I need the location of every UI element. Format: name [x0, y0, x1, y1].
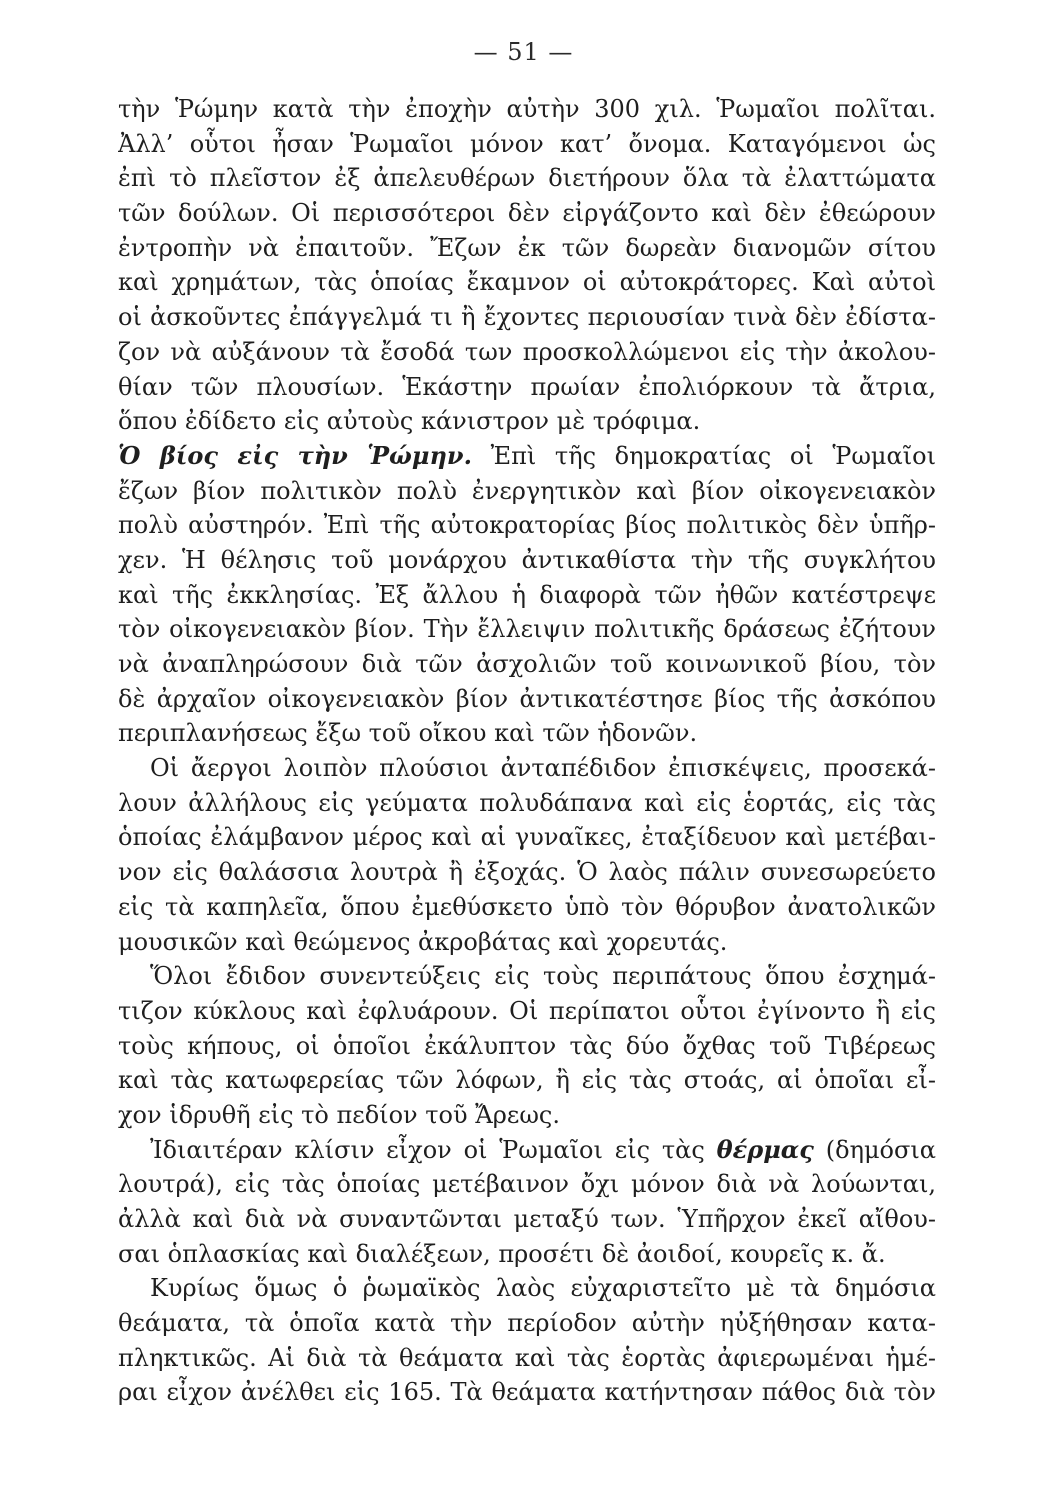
- text-line: ἐντροπὴν νὰ ἐπαιτοῦν. Ἔζων ἐκ τῶν δωρεὰν διανομῶν σίτου: [118, 233, 936, 262]
- text-line: χον ἱδρυθῆ εἰς τὸ πεδίον τοῦ Ἄρεως.: [118, 1100, 560, 1129]
- text-line: τὸν οἰκογενειακὸν βίον. Τὴν ἔλλειψιν πολιτικῆς δράσεως ἐζήτουν: [118, 615, 936, 644]
- text-line: τῶν δούλων. Οἱ περισσότεροι δὲν εἰργάζοντο καὶ δὲν ἐθεώρουν: [118, 199, 936, 228]
- text-line: πληκτικῶς. Αἱ διὰ τὰ θεάματα καὶ τὰς ἑορτὰς ἀφιερωμέναι ἡμέ-: [118, 1343, 936, 1372]
- text-line: καὶ τῆς ἐκκλησίας. Ἐξ ἄλλου ἡ διαφορὰ τῶν ἠθῶν κατέστρεψε: [118, 580, 936, 609]
- body-text: [118, 92, 936, 1410]
- text-line: χεν. Ἡ θέλησις τοῦ μονάρχου ἀντικαθίστα τὴν τῆς συγκλήτου: [118, 545, 936, 574]
- text-line: Κυρίως ὅμως ὁ ῥωμαϊκὸς λαὸς εὐχαριστεῖτο μὲ τὰ δημόσια: [150, 1274, 936, 1303]
- text-line: τὴν Ῥώμην κατὰ τὴν ἐποχὴν αὐτὴν 300 χιλ. Ῥωμαῖοι πολῖται.: [118, 95, 936, 123]
- text-line: ζον νὰ αὐξάνουν τὰ ἔσοδά των προσκολλώμενοι εἰς τὴν ἀκολου-: [118, 337, 936, 366]
- text-line: νον εἰς θαλάσσια λουτρὰ ἢ ἐξοχάς. Ὁ λαὸς πάλιν συνεσωρεύετο: [118, 858, 936, 887]
- text-line: ὅπου ἐδίδετο εἰς αὐτοὺς κάνιστρον μὲ τρόφιμα.: [118, 407, 701, 436]
- section-heading-line: [118, 439, 936, 474]
- section-heading: Ὁ βίος εἰς τὴν Ῥώμην.: [118, 440, 472, 470]
- text-line: εἰς τὰ καπηλεῖα, ὅπου ἐμεθύσκετο ὑπὸ τὸν θόρυβον ἀνατολικῶν: [118, 892, 936, 921]
- text-line: ἀλλὰ καὶ διὰ νὰ συναντῶνται μεταξύ των. Ὑπῆρχον ἐκεῖ αἴθου-: [118, 1205, 936, 1233]
- emphasized-term: θέρμας: [716, 1134, 814, 1164]
- page-number: — 51 —: [473, 38, 574, 66]
- text-line: Οἱ ἄεργοι λοιπὸν πλούσιοι ἀνταπέδιδον ἐπισκέψεις, προσεκά-: [150, 754, 936, 783]
- text-line: Ὅλοι ἔδιδον συνεντεύξεις εἰς τοὺς περιπάτους ὅπου ἐσχημά-: [150, 962, 936, 991]
- text-line: ἐπὶ τὸ πλεῖστον ἐξ ἀπελευθέρων διετήρουν ὅλα τὰ ἐλαττώματα: [118, 164, 936, 193]
- text-line: ὁποίας ἐλάμβανον μέρος καὶ αἱ γυναῖκες, ἐταξίδευον καὶ μετέβαι-: [118, 823, 936, 852]
- text-line: πολὺ αὐστηρόν. Ἐπὶ τῆς αὐτοκρατορίας βίος πολιτικὸς δὲν ὑπῆρ-: [118, 511, 936, 540]
- text-line: νὰ ἀναπληρώσουν διὰ τῶν ἀσχολιῶν τοῦ κοινωνικοῦ βίου, τὸν: [118, 650, 936, 678]
- text-line: καὶ χρημάτων, τὰς ὁποίας ἔκαμνον οἱ αὐτοκράτορες. Καὶ αὐτοὶ: [118, 268, 936, 297]
- text-line: λουτρά), εἰς τὰς ὁποίας μετέβαινον ὄχι μόνον διὰ νὰ λούωνται,: [118, 1170, 936, 1199]
- text-line: λουν ἀλλήλους εἰς γεύματα πολυδάπανα καὶ εἰς ἑορτάς, εἰς τὰς: [118, 788, 936, 817]
- text-line: τοὺς κήπους, οἱ ὁποῖοι ἐκάλυπτον τὰς δύο ὄχθας τοῦ Τιβέρεως: [118, 1031, 936, 1060]
- text-line: ραι εἶχον ἀνέλθει εἰς 165. Τὰ θεάματα κατήντησαν πάθος διὰ τὸν: [118, 1378, 936, 1407]
- text-line: ἔζων βίον πολιτικὸν πολὺ ἐνεργητικὸν καὶ βίον οἰκογενειακὸν: [118, 476, 936, 505]
- text-line: θεάματα, τὰ ὁποῖα κατὰ τὴν περίοδον αὐτὴν ηὐξήθησαν κατα-: [118, 1309, 936, 1338]
- text-line: θίαν τῶν πλουσίων. Ἑκάστην πρωίαν ἐπολιόρκουν τὰ ἄτρια,: [118, 372, 936, 401]
- text-line: Ἀλλ’ οὗτοι ἦσαν Ῥωμαῖοι μόνον κατ’ ὄνομα. Καταγόμενοι ὡς: [118, 129, 936, 158]
- text-line: καὶ τὰς κατωφερείας τῶν λόφων, ἢ εἰς τὰς στοάς, αἱ ὁποῖαι εἶ-: [118, 1066, 936, 1095]
- term-line: [118, 1133, 936, 1168]
- text-line: τιζον κύκλους καὶ ἐφλυάρουν. Οἱ περίπατοι οὗτοι ἐγίνοντο ἢ εἰς: [118, 996, 936, 1025]
- text-line: οἱ ἀσκοῦντες ἐπάγγελμά τι ἢ ἔχοντες περιουσίαν τινὰ δὲν ἐδίστα-: [118, 303, 936, 332]
- text-line: μουσικῶν καὶ θεώμενος ἀκροβάτας καὶ χορευτάς.: [118, 927, 728, 956]
- text-run: (δημόσια: [825, 1135, 936, 1164]
- text-line: περιπλανήσεως ἔξω τοῦ οἴκου καὶ τῶν ἡδονῶν.: [118, 719, 698, 748]
- text-line: σαι ὁπλασκίας καὶ διαλέξεων, προσέτι δὲ ἀοιδοί, κουρεῖς κ. ἄ.: [118, 1239, 886, 1268]
- text-run: Ἰδιαιτέραν κλίσιν εἶχον οἱ Ῥωμαῖοι εἰς τὰς: [150, 1135, 705, 1164]
- text-run: Ἐπὶ τῆς δημοκρατίας οἱ Ῥωμαῖοι: [490, 441, 936, 470]
- text-line: δὲ ἀρχαῖον οἰκογενειακὸν βίον ἀντικατέστησε βίος τῆς ἀσκόπου: [118, 684, 936, 713]
